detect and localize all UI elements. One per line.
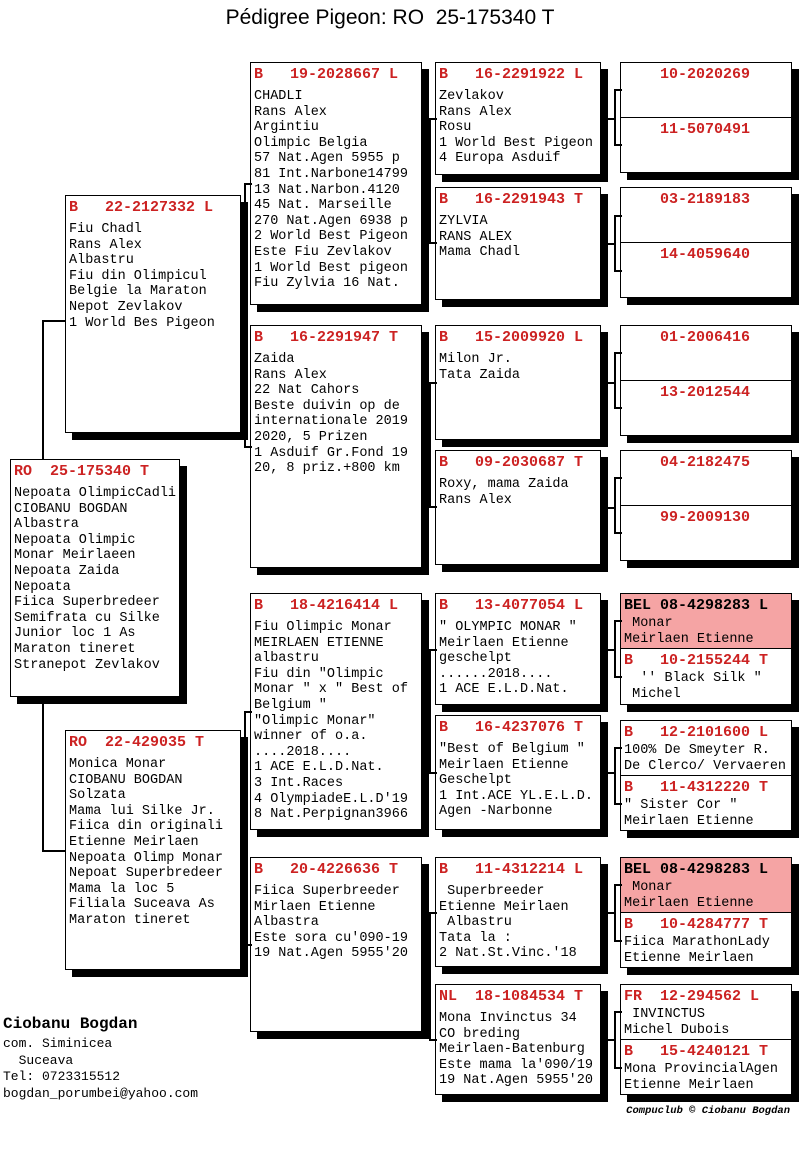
ring-number: B 20-4226636 T — [254, 861, 399, 878]
text-line: 4 Europa Asduif — [439, 151, 561, 167]
pigeon-details — [621, 742, 791, 774]
ring-number: B 15-2009920 L — [439, 329, 584, 346]
connector-line — [42, 320, 65, 322]
connector-line — [429, 118, 431, 244]
text-line: Nepoata — [14, 579, 71, 595]
ring-number: B 16-2291922 L — [439, 66, 584, 83]
ring-number: 99-2009130 — [624, 509, 751, 526]
text-line: RANS ALEX — [439, 229, 512, 245]
connector-line — [606, 912, 615, 914]
pedigree-box-g5-12 — [620, 775, 792, 831]
text-line: Etienne Meirlaen — [624, 950, 754, 966]
text-line: Olimpic Belgia — [254, 135, 368, 151]
ring-number: FR 12-294562 L — [624, 988, 760, 1005]
pedigree-box-g3-2 — [250, 325, 422, 568]
pigeon-details — [436, 84, 600, 167]
pigeon-details — [621, 797, 791, 829]
text-line: Este mama la'090/19 — [439, 1057, 593, 1073]
pedigree-box-g4-8 — [435, 984, 601, 1095]
text-line: "Best of Belgium " — [439, 742, 585, 757]
pigeon-details — [621, 1061, 791, 1093]
ring-number: B 19-2028667 L — [254, 66, 399, 83]
connector-line — [614, 1067, 622, 1069]
pedigree-box-g5-4 — [620, 242, 792, 298]
connector-line — [42, 320, 44, 460]
text-line: "Olimpic Monar" — [254, 713, 376, 729]
text-line: Etienne Meirlaen — [624, 1077, 754, 1093]
ring-number: B 16-2291947 T — [254, 329, 399, 346]
text-line: Zevlakov — [439, 89, 504, 104]
text-line: Monar Meirlaeen — [14, 548, 136, 564]
text-line: Meirlaen Etienne — [439, 757, 569, 773]
text-line: Albastra — [14, 517, 79, 533]
text-line: Zaida — [254, 352, 295, 367]
text-line: Belgium " — [254, 697, 327, 713]
text-line: ....2018.... — [254, 744, 352, 760]
pedigree-box-g5-8 — [620, 505, 792, 561]
text-line: 20, 8 priz.+800 km — [254, 461, 400, 477]
ring-number: B 10-4284777 T — [624, 916, 769, 933]
connector-line — [42, 850, 65, 852]
ring-number: 14-4059640 — [624, 246, 751, 263]
connector-line — [429, 242, 437, 244]
ring-number: B 15-4240121 T — [624, 1043, 769, 1060]
pedigree-box-subject — [10, 459, 180, 697]
text-line: Suceava — [3, 1052, 74, 1068]
connector-line — [606, 1039, 615, 1041]
text-line: Maraton tineret — [14, 641, 136, 657]
text-line: 100% De Smeyter R. — [624, 743, 770, 758]
text-line: albastru — [254, 651, 319, 667]
text-line: Superbreeder — [439, 884, 545, 899]
connector-line — [606, 118, 615, 120]
text-line: Fiu din "Olimpic — [254, 666, 384, 682]
connector-line — [614, 747, 622, 749]
pedigree-box-g5-5 — [620, 325, 792, 381]
ring-number: RO 22-429035 T — [69, 734, 205, 751]
connector-line — [429, 506, 437, 508]
text-line: 19 Nat.Agen 5955'20 — [439, 1073, 593, 1089]
text-line: CHADLI — [254, 89, 303, 104]
page-title: Pédigree Pigeon: RO 25-175340 T — [225, 6, 555, 29]
ring-number: B 13-4077054 L — [439, 597, 584, 614]
text-line: Beste duivin op de — [254, 398, 400, 414]
pedigree-box-g3-1 — [250, 62, 422, 305]
connector-line — [606, 772, 615, 774]
ring-number: BEL 08-4298283 L — [624, 861, 769, 878]
text-line: com. Siminicea — [3, 1036, 113, 1051]
text-line: Argintiu — [254, 120, 319, 136]
text-line: " OLYMPIC MONAR " — [439, 620, 577, 635]
ring-number: B 18-4216414 L — [254, 597, 399, 614]
text-line: Milon Jr. — [439, 352, 512, 367]
pigeon-details — [251, 84, 421, 292]
connector-line — [244, 446, 252, 448]
ring-number: B 11-4312214 L — [439, 861, 584, 878]
text-line: internationale 2019 — [254, 414, 408, 430]
text-line: 19 Nat.Agen 5955'20 — [254, 946, 408, 962]
pedigree-box-g3-4 — [250, 857, 422, 1032]
text-line: 4 OlympiadeE.L.D'19 — [254, 791, 408, 807]
text-line: Fiu Olimpic Monar — [254, 620, 392, 635]
pedigree-box-g5-3 — [620, 187, 792, 243]
pigeon-details — [621, 879, 791, 911]
connector-line — [614, 747, 616, 805]
pigeon-details — [436, 1006, 600, 1089]
text-line: Monar — [624, 880, 673, 895]
text-line: 57 Nat.Agen 5955 p — [254, 151, 400, 167]
text-line: Albastra — [254, 915, 319, 931]
text-line: 81 Int.Narbone14799 — [254, 166, 408, 182]
pedigree-box-g4-4 — [435, 450, 601, 565]
connector-line — [614, 352, 616, 409]
text-line: Fiica Superbreeder — [254, 884, 400, 899]
pigeon-details — [66, 752, 240, 929]
connector-line — [429, 382, 437, 384]
pigeon-details — [436, 209, 600, 261]
pedigree-box-sire — [65, 195, 241, 433]
text-line: 1 Asduif Gr.Fond 19 — [254, 445, 408, 461]
text-line: Mama la loc 5 — [69, 881, 175, 897]
text-line: Meirlaen Etienne — [439, 635, 569, 651]
connector-line — [244, 944, 252, 946]
breeder-contact — [3, 1012, 198, 1102]
text-line: MEIRLAEN ETIENNE — [254, 635, 384, 651]
text-line: 1 ACE E.L.D.Nat. — [439, 682, 569, 698]
text-line: Tel: 0723315512 — [3, 1069, 121, 1085]
pigeon-details — [251, 879, 421, 962]
text-line: Fiica din originali — [69, 819, 223, 835]
text-line: Tata la : — [439, 930, 512, 946]
pigeon-details — [436, 472, 600, 508]
pigeon-details — [11, 481, 179, 673]
text-line: 1 World Best Pigeon — [439, 135, 593, 151]
text-line: 2 Nat.St.Vinc.'18 — [439, 946, 577, 962]
text-line: Albastru — [69, 253, 134, 269]
connector-line — [614, 803, 622, 805]
connector-line — [244, 711, 252, 713]
pigeon-details — [436, 737, 600, 820]
text-line: Nepoata Olimp Monar — [69, 850, 223, 866]
connector-line — [614, 1011, 622, 1013]
text-line: Etienne Meirlaen — [439, 899, 569, 915]
text-line: Fiu Zylvia 16 Nat. — [254, 276, 400, 292]
text-line: geschelpt — [439, 651, 512, 667]
pedigree-box-g5-13 — [620, 857, 792, 913]
connector-line — [614, 270, 622, 272]
connector-line — [429, 382, 431, 508]
connector-line — [614, 89, 622, 91]
text-line: CIOBANU BOGDAN — [14, 501, 128, 517]
pigeon-details — [251, 615, 421, 823]
pedigree-box-g4-5 — [435, 593, 601, 705]
pedigree-box-g4-1 — [435, 62, 601, 175]
ring-number: 10-2020269 — [624, 66, 751, 83]
ring-number: B 16-2291943 T — [439, 191, 584, 208]
text-line: Nepoata Zaida — [14, 563, 120, 579]
text-line: Michel Dubois — [624, 1022, 730, 1038]
text-line: Monica Monar — [69, 757, 167, 772]
connector-line — [42, 697, 44, 852]
connector-line — [614, 620, 622, 622]
pedigree-box-g3-3 — [250, 593, 422, 830]
text-line: Rosu — [439, 120, 472, 136]
pigeon-details — [436, 615, 600, 698]
text-line: 1 World Best pigeon — [254, 260, 408, 276]
text-line: Nepoata Olimpic — [14, 532, 136, 548]
text-line: Monar " x " Best of — [254, 682, 408, 698]
pedigree-box-g5-14 — [620, 912, 792, 968]
connector-line — [606, 507, 615, 509]
text-line: 1 World Bes Pigeon — [69, 315, 215, 331]
connector-line — [429, 912, 437, 914]
connector-line — [429, 912, 431, 1041]
text-line: 3 Int.Races — [254, 775, 344, 791]
connector-line — [606, 649, 615, 651]
pedigree-box-g4-7 — [435, 857, 601, 967]
text-line: Rans Alex — [439, 104, 512, 120]
text-line: INVINCTUS — [624, 1007, 706, 1022]
text-line: 2 World Best Pigeon — [254, 229, 408, 245]
text-line: 270 Nat.Agen 6938 p — [254, 213, 408, 229]
connector-line — [244, 183, 246, 448]
text-line: Mama Chadl — [439, 245, 521, 261]
ring-number: B 22-2127332 L — [69, 199, 214, 216]
text-line: Rans Alex — [254, 104, 327, 120]
ring-number: 13-2012544 — [624, 384, 751, 401]
pedigree-box-g5-6 — [620, 380, 792, 436]
text-line: Fiica Superbredeer — [14, 595, 160, 611]
text-line: 8 Nat.Perpignan3966 — [254, 807, 408, 823]
text-line: Junior loc 1 As — [14, 626, 136, 642]
pigeon-details — [621, 1006, 791, 1038]
text-line: Este sora cu'090-19 — [254, 930, 408, 946]
text-line: Tata Zaida — [439, 367, 521, 383]
connector-line — [429, 649, 437, 651]
connector-line — [606, 243, 615, 245]
pedigree-box-g5-7 — [620, 450, 792, 506]
pedigree-box-g5-11 — [620, 720, 792, 776]
text-line: Belgie la Maraton — [69, 284, 207, 300]
connector-line — [429, 772, 437, 774]
text-line: Albastru — [439, 915, 512, 931]
text-line: CIOBANU BOGDAN — [69, 772, 183, 788]
text-line: Meirlaen Etienne — [624, 813, 754, 829]
text-line: Monar — [624, 616, 673, 631]
text-line: 1 ACE E.L.D.Nat. — [254, 760, 384, 776]
text-line: Meirlaen Etienne — [624, 631, 754, 647]
connector-line — [614, 407, 622, 409]
text-line: Etienne Meirlaen — [69, 834, 199, 850]
pigeon-details — [436, 879, 600, 962]
pigeon-details — [621, 934, 791, 966]
text-line: De Clerco/ Vervaeren — [624, 758, 787, 774]
connector-line — [614, 477, 616, 534]
pedigree-box-g4-3 — [435, 325, 601, 440]
ring-number: 11-5070491 — [624, 121, 751, 138]
footer-credit: Compuclub © Ciobanu Bogdan — [626, 1105, 790, 1117]
connector-line — [429, 1039, 437, 1041]
text-line: 13 Nat.Narbon.4120 — [254, 182, 400, 198]
ring-number: BEL 08-4298283 L — [624, 597, 769, 614]
pedigree-box-g5-15 — [620, 984, 792, 1040]
connector-line — [614, 215, 622, 217]
text-line: Rans Alex — [439, 492, 512, 508]
text-line: Filiala Suceava As — [69, 897, 215, 913]
pedigree-box-g4-6 — [435, 715, 601, 830]
text-line: Fiica MarathonLady — [624, 935, 770, 950]
text-line: Michel — [624, 686, 681, 702]
pedigree-box-g5-10 — [620, 648, 792, 705]
connector-line — [614, 884, 622, 886]
connector-line — [614, 477, 622, 479]
ring-number: B 12-2101600 L — [624, 724, 769, 741]
text-line: Nepot Zevlakov — [69, 299, 183, 315]
text-line: Mona Invinctus 34 — [439, 1011, 577, 1026]
text-line: ZYLVIA — [439, 214, 488, 229]
pedigree-box-g5-1 — [620, 62, 792, 118]
ring-number: B 10-2155244 T — [624, 652, 769, 669]
text-line: Semifrata cu Silke — [14, 610, 160, 626]
breeder-address — [3, 1036, 198, 1102]
text-line: 45 Nat. Marseille — [254, 198, 392, 214]
text-line: Nepoat Superbredeer — [69, 866, 223, 882]
connector-line — [614, 532, 622, 534]
text-line: Stranepot Zevlakov — [14, 657, 160, 673]
text-line: Roxy, mama Zaida — [439, 477, 569, 492]
pigeon-details — [436, 347, 600, 383]
connector-line — [614, 676, 622, 678]
text-line: bogdan_porumbei@yahoo.com — [3, 1085, 199, 1101]
pedigree-box-g4-2 — [435, 187, 601, 300]
text-line: '' Black Silk " — [624, 671, 762, 686]
text-line: Mama lui Silke Jr. — [69, 803, 215, 819]
connector-line — [244, 183, 252, 185]
connector-line — [614, 144, 622, 146]
connector-line — [244, 711, 246, 946]
text-line: Meirlaen Etienne — [624, 895, 754, 911]
text-line: 2020, 5 Prizen — [254, 429, 368, 445]
ring-number: RO 25-175340 T — [14, 463, 150, 480]
pedigree-box-g5-9 — [620, 593, 792, 649]
text-line: Meirlaen-Batenburg — [439, 1042, 585, 1058]
pedigree-box-g5-16 — [620, 1039, 792, 1095]
text-line: Solzata — [69, 788, 126, 804]
text-line: ......2018.... — [439, 666, 553, 682]
pedigree-box-g5-2 — [620, 117, 792, 173]
ring-number: NL 18-1084534 T — [439, 988, 584, 1005]
connector-line — [614, 940, 622, 942]
text-line: Agen -Narbonne — [439, 804, 553, 820]
breeder-name: Ciobanu Bogdan — [3, 1015, 138, 1033]
text-line: " Sister Cor " — [624, 798, 738, 813]
ring-number: B 09-2030687 T — [439, 454, 584, 471]
ring-number: 01-2006416 — [624, 329, 751, 346]
pedigree-box-dam — [65, 730, 241, 970]
text-line: Este Fiu Zevlakov — [254, 244, 392, 260]
text-line: winner of o.a. — [254, 729, 368, 745]
ring-number: B 11-4312220 T — [624, 779, 769, 796]
text-line: Rans Alex — [254, 367, 327, 383]
ring-number: 04-2182475 — [624, 454, 751, 471]
connector-line — [614, 352, 622, 354]
text-line: Maraton tineret — [69, 912, 191, 928]
text-line: Fiu din Olimpicul — [69, 268, 207, 284]
ring-number: B 16-4237076 T — [439, 719, 584, 736]
connector-line — [429, 649, 431, 774]
pigeon-details — [251, 347, 421, 477]
ring-number: 03-2189183 — [624, 191, 751, 208]
text-line: Mirlaen Etienne — [254, 899, 376, 915]
connector-line — [429, 118, 437, 120]
text-line: 1 Int.ACE YL.E.L.D. — [439, 788, 593, 804]
text-line: Geschelpt — [439, 773, 512, 789]
pigeon-details — [621, 670, 791, 702]
pigeon-details — [621, 615, 791, 647]
text-line: CO breding — [439, 1026, 521, 1042]
connector-line — [606, 382, 615, 384]
text-line: 22 Nat Cahors — [254, 383, 360, 399]
text-line: Nepoata OlimpicCadli — [14, 486, 177, 501]
text-line: Fiu Chadl — [69, 222, 142, 237]
text-line: Mona ProvincialAgen — [624, 1062, 778, 1077]
text-line: Rans Alex — [69, 237, 142, 253]
pigeon-details — [66, 217, 240, 331]
